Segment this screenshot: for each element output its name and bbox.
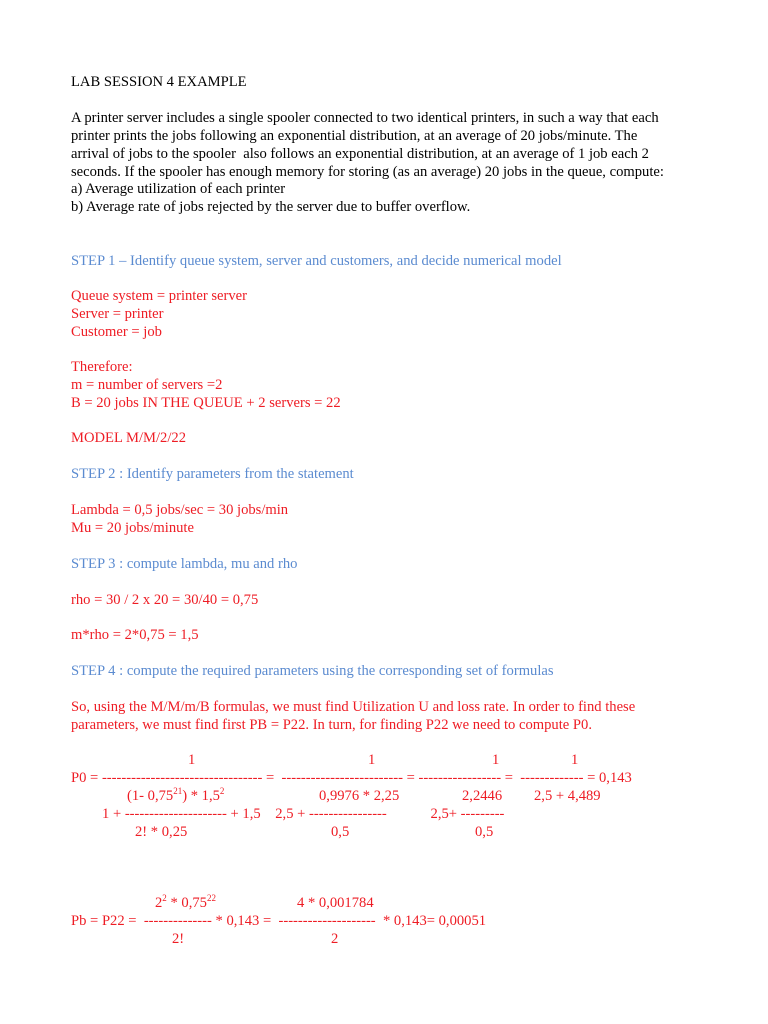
step4-line: So, using the M/M/m/B formulas, we must find Utilization U and loss rate. In order to find these	[71, 699, 636, 715]
problem-line: a) Average utilization of each printer	[71, 181, 286, 197]
problem-line: A printer server includes a single spooler connected to two identical printers, in such a way that each	[71, 110, 659, 126]
model-line: MODEL M/M/2/22	[71, 430, 186, 446]
pb-numerator: 4 * 0,001784	[297, 895, 374, 911]
p0-exponent: 2	[219, 786, 225, 797]
p0-numerator: 1	[368, 752, 376, 768]
p0-denominator: 2,2446	[462, 788, 503, 804]
pb-exponent: 22	[206, 893, 216, 904]
pb-denominator: 2!	[172, 931, 185, 947]
p0-denominator: 0,9976 * 2,25	[319, 788, 400, 804]
pb-exponent: 2	[162, 893, 167, 904]
pb-num-part: * 0,75	[166, 895, 207, 911]
p0-den-part: ) * 1,5	[182, 788, 220, 804]
p0-sub-denominator: 0,5	[331, 824, 350, 840]
step4-line: parameters, we must find first PB = P22. In turn, for finding P22 we need to compute P0.	[71, 717, 592, 733]
problem-line: seconds. If the spooler has enough memory for storing (as an average) 20 jobs in the queue, compute:	[71, 164, 664, 180]
step3-heading: STEP 3 : compute lambda, mu and rho	[71, 556, 298, 572]
p0-main-line: P0 = --------------------------------- = ------------------------- = ----------------- = ------------- = 0,143	[71, 770, 632, 786]
pb-num-part: 2	[155, 895, 163, 911]
problem-line: printer prints the jobs following an exponential distribution, at an average of 20 jobs/minute. The	[71, 128, 638, 144]
pb-numerator	[155, 894, 216, 912]
p0-sub-denominator: 2! * 0,25	[135, 824, 188, 840]
p0-numerator: 1	[571, 752, 579, 768]
p0-denominator	[127, 787, 224, 805]
step4-heading: STEP 4 : compute the required parameters using the corresponding set of formulas	[71, 663, 554, 679]
pb-denominator: 2	[331, 931, 339, 947]
p0-exponent: 21	[173, 786, 183, 797]
definition-line: Server = printer	[71, 306, 164, 322]
p0-sub-line: 1 + --------------------- + 1,5 2,5 + ---------------- 2,5+ ---------	[102, 806, 505, 822]
step2-heading: STEP 2 : Identify parameters from the statement	[71, 466, 354, 482]
p0-denominator: 2,5 + 4,489	[534, 788, 601, 804]
m-rho-line: m*rho = 2*0,75 = 1,5	[71, 627, 199, 643]
mu-line: Mu = 20 jobs/minute	[71, 520, 194, 536]
title: LAB SESSION 4 EXAMPLE	[71, 74, 247, 90]
therefore-line: Therefore:	[71, 359, 133, 375]
therefore-line: m = number of servers =2	[71, 377, 223, 393]
p0-sub-denominator: 0,5	[475, 824, 494, 840]
p0-den-part: (1- 0,75	[127, 788, 174, 804]
problem-line: arrival of jobs to the spooler also follows an exponential distribution, at an average of 1 job each 2	[71, 146, 649, 162]
therefore-line: B = 20 jobs IN THE QUEUE + 2 servers = 22	[71, 395, 341, 411]
step1-heading: STEP 1 – Identify queue system, server and customers, and decide numerical model	[71, 253, 562, 269]
lambda-line: Lambda = 0,5 jobs/sec = 30 jobs/min	[71, 502, 289, 518]
problem-line: b) Average rate of jobs rejected by the server due to buffer overflow.	[71, 199, 471, 215]
p0-numerator: 1	[492, 752, 500, 768]
definition-line: Customer = job	[71, 324, 162, 340]
rho-line: rho = 30 / 2 x 20 = 30/40 = 0,75	[71, 592, 259, 608]
pb-main-line: Pb = P22 = -------------- * 0,143 = -------------------- * 0,143= 0,00051	[71, 913, 487, 929]
p0-numerator: 1	[188, 752, 196, 768]
definition-line: Queue system = printer server	[71, 288, 248, 304]
